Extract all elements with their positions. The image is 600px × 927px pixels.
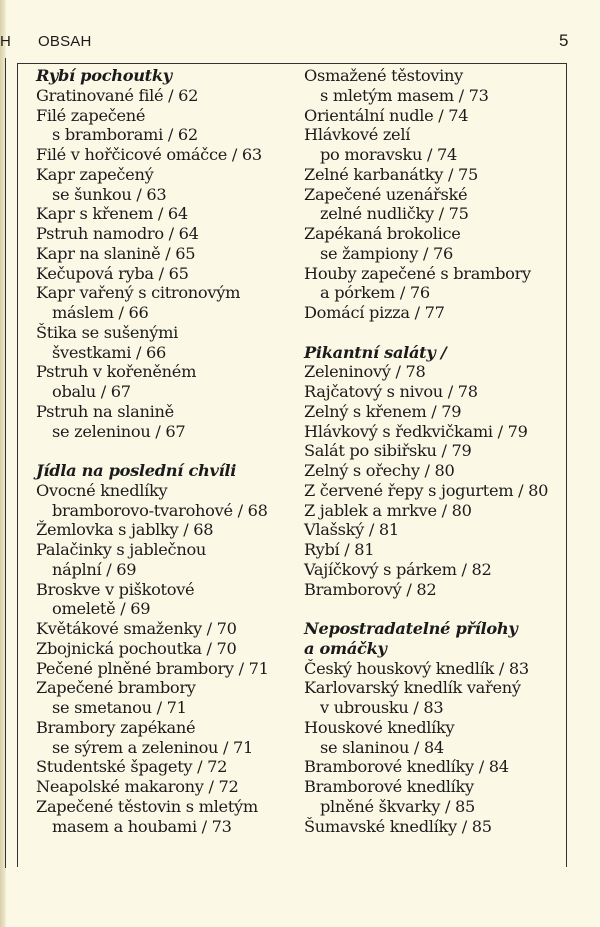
contents-entry xyxy=(304,224,548,264)
entry-title-line: Zbojnická pochoutka / 70 xyxy=(36,638,237,658)
entry-title-line: Vlašský / 81 xyxy=(304,520,399,540)
contents-entry xyxy=(36,678,269,718)
contents-entry xyxy=(304,540,548,560)
entry-continuation-line: v ubrousku / 83 xyxy=(320,698,444,717)
contents-entry xyxy=(36,86,269,106)
contents-entry xyxy=(304,501,548,521)
section-spacer xyxy=(36,441,269,461)
contents-entry xyxy=(304,106,548,126)
entry-continuation-line: bramborovo-tvarohové / 68 xyxy=(52,500,268,520)
entry-title-line: Karlovarský knedlík vařený xyxy=(304,678,521,698)
contents-entry xyxy=(304,382,548,402)
contents-entry xyxy=(36,283,269,323)
contents-entry xyxy=(304,520,548,540)
entry-title-line: Kapr zapečený xyxy=(36,164,154,184)
contents-entry xyxy=(304,441,548,461)
entry-title-line: Neapolské makarony / 72 xyxy=(36,777,239,796)
contents-entry xyxy=(36,580,269,620)
entry-title-line: Bramborový / 82 xyxy=(304,579,437,599)
entry-continuation-line: se slaninou / 84 xyxy=(320,737,444,757)
entry-title-line: Osmažené těstoviny xyxy=(304,66,463,85)
entry-title-line: Bramborové knedlíky xyxy=(304,777,474,796)
entry-title-line: Zapečené brambory xyxy=(36,678,196,698)
entry-continuation-line: se šunkou / 63 xyxy=(52,184,167,204)
contents-entry xyxy=(36,362,269,402)
contents-entry xyxy=(304,817,548,837)
entry-title-line: Pstruh na slanině xyxy=(36,401,174,421)
contents-entry xyxy=(304,560,548,580)
contents-entry xyxy=(304,580,548,600)
entry-title-line: Bramborové knedlíky / 84 xyxy=(304,757,509,777)
contents-entry xyxy=(36,520,269,540)
entry-continuation-line: se žampiony / 76 xyxy=(320,243,453,263)
contents-entry xyxy=(304,481,548,501)
contents-entry xyxy=(36,797,269,837)
entry-title-line: Filé zapečené xyxy=(36,105,146,125)
contents-entry xyxy=(36,106,269,146)
contents-entry xyxy=(36,145,269,165)
contents-entry xyxy=(36,639,269,659)
entry-title-line: Hlávkový s ředkvičkami / 79 xyxy=(304,421,528,441)
entry-title-line: Z jablek a mrkve / 80 xyxy=(304,500,472,520)
entry-title-line: Pečené plněné brambory / 71 xyxy=(36,658,269,678)
entry-title-line: Zeleninový / 78 xyxy=(304,362,426,382)
entry-title-line: Houby zapečené s brambory xyxy=(304,263,531,283)
entry-title-line: Kapr vařený s citronovým xyxy=(36,283,241,303)
entry-title-line: Pstruh namodro / 64 xyxy=(36,224,199,243)
entry-title-line: Květákové smaženky / 70 xyxy=(36,619,237,638)
contents-entry xyxy=(304,362,548,382)
previous-page-header-fragment: H xyxy=(0,33,11,50)
section-heading: Nepostradatelné přílohy xyxy=(304,619,518,638)
running-title: OBSAH xyxy=(38,33,92,50)
section-spacer xyxy=(304,599,548,619)
section-heading: Pikantní saláty / xyxy=(304,342,447,362)
contents-entry xyxy=(304,402,548,422)
contents-entry xyxy=(304,185,548,225)
entry-title-line: Brambory zapékané xyxy=(36,717,196,737)
contents-entry xyxy=(304,678,548,718)
entry-title-line: Houskové knedlíky xyxy=(304,717,455,737)
page-number: 5 xyxy=(559,31,569,50)
entry-title-line: Zapečené uzenářské xyxy=(304,184,468,204)
entry-continuation-line: se sýrem a zeleninou / 71 xyxy=(52,737,254,757)
entry-title-line: Kečupová ryba / 65 xyxy=(36,263,189,283)
entry-title-line: Rybí / 81 xyxy=(304,540,375,559)
contents-entry xyxy=(36,777,269,797)
contents-entry xyxy=(304,303,548,323)
contents-entry xyxy=(36,481,269,521)
contents-entry xyxy=(304,461,548,481)
section-heading: Jídla na poslední chvíli xyxy=(36,461,237,480)
entry-continuation-line: masem a houbami / 73 xyxy=(52,816,232,836)
entry-continuation-line: s mletým masem / 73 xyxy=(320,85,489,105)
contents-entry xyxy=(304,718,548,758)
contents-entry xyxy=(304,165,548,185)
entry-continuation-line: po moravsku / 74 xyxy=(320,145,457,164)
entry-continuation-line: a pórkem / 76 xyxy=(320,283,430,303)
contents-entry xyxy=(304,125,548,165)
contents-entry xyxy=(36,619,269,639)
entry-continuation-line: zelné nudličky / 75 xyxy=(320,204,469,224)
entry-continuation-line: s bramborami / 62 xyxy=(52,125,198,145)
entry-title-line: Zelný s ořechy / 80 xyxy=(304,461,455,480)
entry-title-line: Salát po sibiřsku / 79 xyxy=(304,441,472,461)
contents-column-right xyxy=(304,66,548,836)
contents-entry xyxy=(36,204,269,224)
contents-entry xyxy=(304,66,548,106)
entry-title-line: Kapr s křenem / 64 xyxy=(36,204,188,224)
entry-title-line: Rajčatový s nivou / 78 xyxy=(304,382,478,401)
entry-title-line: Žemlovka s jablky / 68 xyxy=(36,520,214,540)
entry-title-line: Štika se sušenými xyxy=(36,322,179,342)
entry-continuation-line: plněné škvarky / 85 xyxy=(320,796,475,816)
entry-continuation-line: švestkami / 66 xyxy=(52,342,166,362)
entry-continuation-line: máslem / 66 xyxy=(52,303,149,322)
entry-continuation-line: obalu / 67 xyxy=(52,382,131,401)
section-heading: a omáčky xyxy=(304,638,387,658)
entry-continuation-line: se zeleninou / 67 xyxy=(52,421,186,441)
entry-continuation-line: náplní / 69 xyxy=(52,559,137,579)
entry-title-line: Šumavské knedlíky / 85 xyxy=(304,816,492,836)
entry-title-line: Gratinované filé / 62 xyxy=(36,85,199,105)
entry-title-line: Z červené řepy s jogurtem / 80 xyxy=(304,480,549,500)
entry-title-line: Pstruh v kořeněném xyxy=(36,362,197,382)
entry-title-line: Orientální nudle / 74 xyxy=(304,105,469,125)
previous-page-border xyxy=(5,58,6,868)
entry-title-line: Zapečené těstovin s mletým xyxy=(36,796,258,816)
contents-column-left xyxy=(36,66,269,836)
entry-title-line: Zelný s křenem / 79 xyxy=(304,401,462,421)
contents-entry xyxy=(304,777,548,817)
entry-title-line: Kapr na slanině / 65 xyxy=(36,243,196,263)
entry-continuation-line: omeletě / 69 xyxy=(52,599,151,619)
contents-entry xyxy=(304,422,548,442)
entry-title-line: Ovocné knedlíky xyxy=(36,480,168,500)
entry-title-line: Studentské špagety / 72 xyxy=(36,757,228,777)
entry-title-line: Zelné karbanátky / 75 xyxy=(304,164,478,184)
contents-entry xyxy=(36,244,269,264)
contents-entry xyxy=(304,757,548,777)
contents-entry xyxy=(36,264,269,284)
entry-title-line: Hlávkové zelí xyxy=(304,125,411,145)
section-heading: Rybí pochoutky xyxy=(36,66,172,85)
contents-entry xyxy=(36,757,269,777)
contents-entry xyxy=(304,659,548,679)
entry-title-line: Broskve v piškotové xyxy=(36,579,195,599)
contents-entry xyxy=(36,323,269,363)
contents-entry xyxy=(36,224,269,244)
contents-entry xyxy=(36,659,269,679)
entry-title-line: Vajíčkový s párkem / 82 xyxy=(304,559,492,579)
contents-entry xyxy=(36,165,269,205)
contents-entry xyxy=(304,264,548,304)
entry-title-line: Palačinky s jablečnou xyxy=(36,540,207,559)
contents-entry xyxy=(36,402,269,442)
entry-title-line: Domácí pizza / 77 xyxy=(304,303,445,322)
contents-entry xyxy=(36,718,269,758)
entry-title-line: Český houskový knedlík / 83 xyxy=(304,658,529,678)
entry-title-line: Zapékaná brokolice xyxy=(304,224,461,243)
section-spacer xyxy=(304,323,548,343)
contents-entry xyxy=(36,540,269,580)
entry-title-line: Filé v hořčicové omáčce / 63 xyxy=(36,145,262,164)
entry-continuation-line: se smetanou / 71 xyxy=(52,698,187,717)
